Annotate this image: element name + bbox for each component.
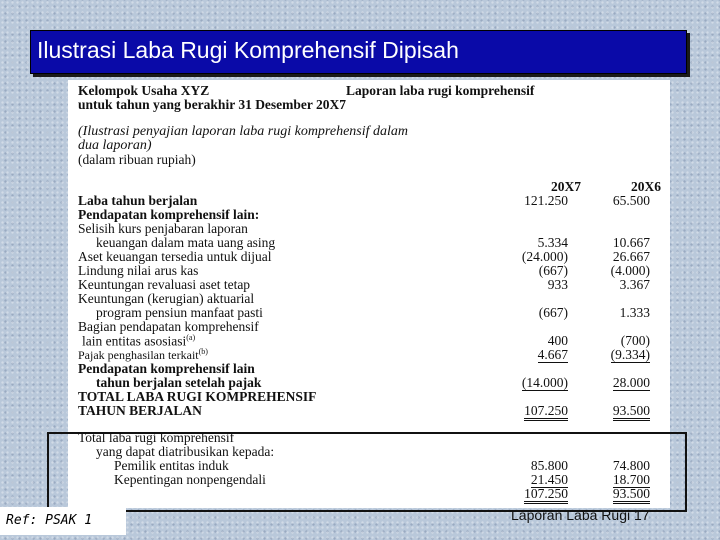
row-value-20x6: (4.000) (610, 263, 650, 278)
statement-note-line2: dua laporan) (78, 138, 152, 153)
row-value-20x6: 26.667 (612, 249, 650, 264)
row-value-20x7: (24.000) (521, 249, 568, 264)
row-value-20x7: (14.000) (521, 375, 568, 390)
row-label: lain entitas asosiasi$^{(a)}$ (82, 333, 196, 349)
slide-title-bar (30, 30, 687, 74)
row-value-20x6: 93.500 (548, 403, 650, 419)
row-value-20x6: 3.367 (619, 277, 650, 292)
nci-label: Kepentingan nonpengendali (114, 472, 266, 487)
row-value-20x7: 400 (547, 333, 568, 348)
reference-label: Ref: PSAK 1 (0, 507, 126, 535)
statement-period: untuk tahun yang berakhir 31 Desember 20X7 (78, 97, 347, 112)
row-value-20x6: 65.500 (612, 193, 650, 208)
statement-image (68, 80, 670, 508)
row-label: Keuntungan revaluasi aset tetap (78, 277, 251, 292)
attribution-total-20x7: 107.250 (468, 486, 568, 502)
slide-title: Ilustrasi Laba Rugi Komprehensif Dipisah (37, 37, 459, 63)
nci-value-20x6: 18.700 (612, 472, 650, 487)
statement-title: Laporan laba rugi komprehensif (346, 83, 535, 98)
nci-value-20x7: 21.450 (530, 472, 568, 487)
attribution-heading: Total laba rugi komprehensif (78, 430, 235, 445)
row-value-20x6: (700) (620, 333, 650, 348)
owner-value-20x6: 74.800 (612, 458, 650, 473)
row-label: Aset keuangan tersedia untuk dijual (78, 249, 272, 264)
slide-footer: Laporan Laba Rugi 17 (511, 507, 650, 523)
column-header-20x7: 20X7 (551, 179, 581, 194)
row-label: program pensiun manfaat pasti (96, 305, 263, 320)
row-label: Lindung nilai arus kas (78, 263, 199, 278)
row-label: Pajak penghasilan terkait$^{(b)}$ (78, 347, 208, 362)
footnote-marker-b: (b) (198, 347, 208, 356)
row-label: Laba tahun berjalan (78, 193, 198, 208)
row-value-20x7: (667) (538, 305, 568, 320)
row-label: keuangan dalam mata uang asing (96, 235, 276, 250)
attribution-subheading: yang dapat diatribusikan kepada: (96, 444, 275, 459)
row-label: tahun berjalan setelah pajak (96, 375, 262, 390)
row-label: Selisih kurs penjabaran laporan (78, 221, 248, 236)
company-name: Kelompok Usaha XYZ (78, 83, 210, 98)
row-label: Pendapatan komprehensif lain: (78, 207, 260, 222)
statement-note-line1: (Ilustrasi penyajian laporan laba rugi komprehensif dalam (78, 124, 409, 139)
column-header-20x6: 20X6 (631, 179, 661, 194)
row-value-20x6: 1.333 (619, 305, 650, 320)
row-value-20x7: 5.334 (537, 235, 568, 250)
row-value-20x6: 10.667 (612, 235, 650, 250)
row-value-20x7: 107.250 (468, 403, 568, 419)
row-label: TAHUN BERJALAN (78, 403, 202, 418)
row-value-20x7: 121.250 (524, 193, 568, 208)
row-value-20x7: 933 (547, 277, 568, 292)
owner-value-20x7: 85.800 (530, 458, 568, 473)
row-value-20x6: 28.000 (612, 375, 650, 390)
row-value-20x7: (667) (538, 263, 568, 278)
row-label: Keuntungan (kerugian) aktuarial (78, 291, 255, 306)
row-label: TOTAL LABA RUGI KOMPREHENSIF (78, 389, 317, 404)
attribution-total-20x6: 93.500 (548, 486, 650, 502)
row-value-20x7: 4.667 (537, 347, 568, 362)
row-value-20x6: (9.334) (610, 347, 650, 362)
statement-unit: (dalam ribuan rupiah) (78, 152, 196, 167)
footnote-marker-a: (a) (186, 333, 196, 342)
owner-label: Pemilik entitas induk (114, 458, 229, 473)
row-label: Bagian pendapatan komprehensif (78, 319, 259, 334)
row-label: Pendapatan komprehensif lain (78, 361, 255, 376)
